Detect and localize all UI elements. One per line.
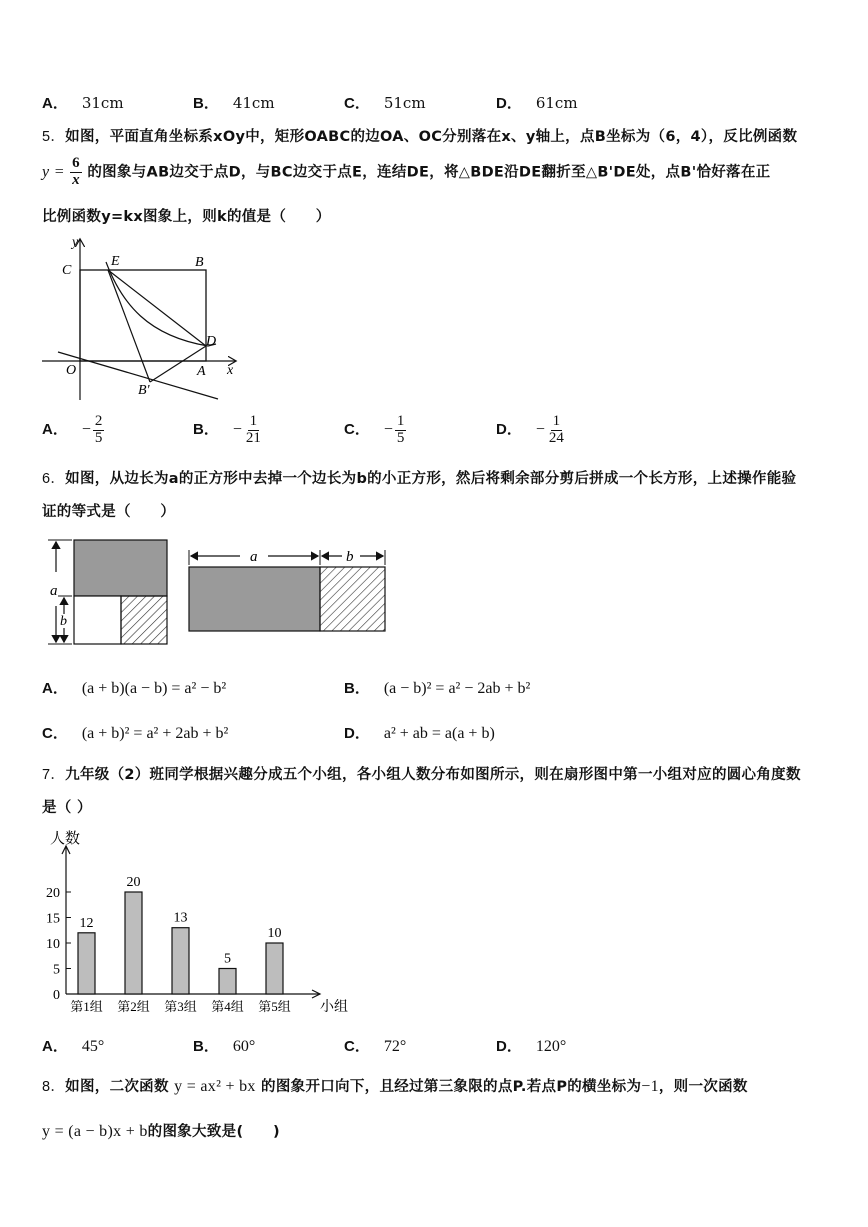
q5-line1: 5．如图，平面直角坐标系xOy中，矩形OABC的边OA、OC分别落在x、y轴上，点B坐标为（6，4），反比例函数 [42,129,798,145]
chart-xlabel: 小组 [320,1000,348,1015]
hyperbola-curve [106,262,216,346]
rectangle-oabc [80,270,206,361]
label-a-top: a [250,549,258,565]
q4-option-c: C． 51cm [344,94,426,112]
q5-line3: 比例函数y=kx图象上，则k的值是（ ） [42,209,331,225]
label-o: O [66,363,77,378]
chart-ytick-label: 20 [46,886,60,901]
label-e: E [111,254,120,269]
q7-option-c: C． 72° [344,1038,407,1055]
q6-option-c: C． (a + b)² = a² + 2ab + b² [42,725,229,742]
chart-ylabel: 人数 [50,831,81,847]
chart-ytick-label: 10 [46,937,60,952]
chart-data-label: 10 [267,926,282,941]
label-b-left: b [60,614,67,629]
q5-option-c: C． − $\frac{1}{5}$ [344,413,405,446]
q6-figure [40,532,390,652]
q5-option-d: D． − $\frac{1}{24}$ [496,413,564,446]
q6-option-a: A． (a + b)(a − b) = a² − b² [42,680,227,697]
chart-bar [266,943,283,994]
q6-line2: 证的等式是（ ） [42,504,176,520]
chart-data-label: 5 [224,951,231,967]
chart-bar [172,928,189,994]
q7-option-b: B． 60° [193,1038,256,1055]
label-x: x [227,363,234,378]
q7-option-a: A． 45° [42,1038,105,1055]
q5-line2: y = $\frac{6}{x}$ 的图象与AB边交于点D，与BC边交于点E，连结DE，将△BDE沿DE翻折至△B'DE处，点B'恰好落在正 [42,155,771,188]
label-b-top: b [346,549,354,565]
q4-option-b: B． 41cm [193,94,275,112]
q6-option-d: D． a² + ab = a(a + b) [344,725,495,742]
square-hatched-part [121,596,167,644]
q7-bar-chart [30,826,360,1021]
rectangle-gray-part [189,567,320,631]
q4-option-a: A． 31cm [42,94,124,112]
q7-option-d: D． 120° [496,1038,567,1055]
chart-ytick-label: 15 [46,911,60,927]
rectangle-hatched-part [320,567,385,631]
chart-data-label: 20 [126,875,141,890]
label-a-left: a [50,583,58,599]
chart-bar [125,892,142,994]
q5-figure [40,232,245,404]
q8-line2: y = (a − b)x + b的图象大致是( ) [42,1123,280,1140]
q6-line1: 6．如图，从边长为a的正方形中去掉一个边长为b的小正方形，然后将剩余部分剪后拼成一个长方形，上述操作能验 [42,471,797,487]
square-gray-part [74,540,167,596]
q4-option-d: D． 61cm [496,94,578,112]
label-c: C [62,263,72,278]
q8-line1: 8．如图，二次函数 y = ax² + bx 的图象开口向下，且经过第三象限的点P.若点P的横坐标为−1，则一次函数 [42,1078,748,1095]
q8-quadratic-function: y = ax² + bx [174,1078,256,1095]
label-y: y [72,235,79,250]
chart-category-label: 第4组 [211,999,244,1014]
label-d: D [206,334,217,349]
chart-ytick-label: 5 [53,962,60,978]
chart-category-label: 第1组 [70,999,103,1014]
chart-data-label: 12 [79,915,94,931]
q5-func-fraction: $\frac{6}{x}$ [72,155,80,188]
chart-category-label: 第5组 [258,999,291,1014]
q7-line1: 7．九年级（2）班同学根据兴趣分成五个小组，各小组人数分布如图所示，则在扇形图中第一小组对应的圆心角度数 [42,767,801,783]
square-white-part [74,596,121,644]
chart-ytick-label: 0 [53,988,60,1003]
label-a: A [197,364,206,379]
chart-bar [78,933,95,994]
chart-data-label: 13 [173,910,188,926]
chart-category-label: 第3组 [164,999,197,1014]
q8-linear-function: y = (a − b)x + b [42,1123,148,1140]
q5-option-a: A． − $\frac{2}{5}$ [42,413,103,446]
label-b: B [195,255,204,270]
chart-category-label: 第2组 [117,999,150,1014]
chart-bar [219,969,236,995]
q6-option-b: B． (a − b)² = a² − 2ab + b² [344,680,531,697]
label-b-prime: B' [138,383,150,398]
q7-line2: 是（ ） [42,800,92,816]
q5-option-b: B． − $\frac{1}{21}$ [193,413,261,446]
